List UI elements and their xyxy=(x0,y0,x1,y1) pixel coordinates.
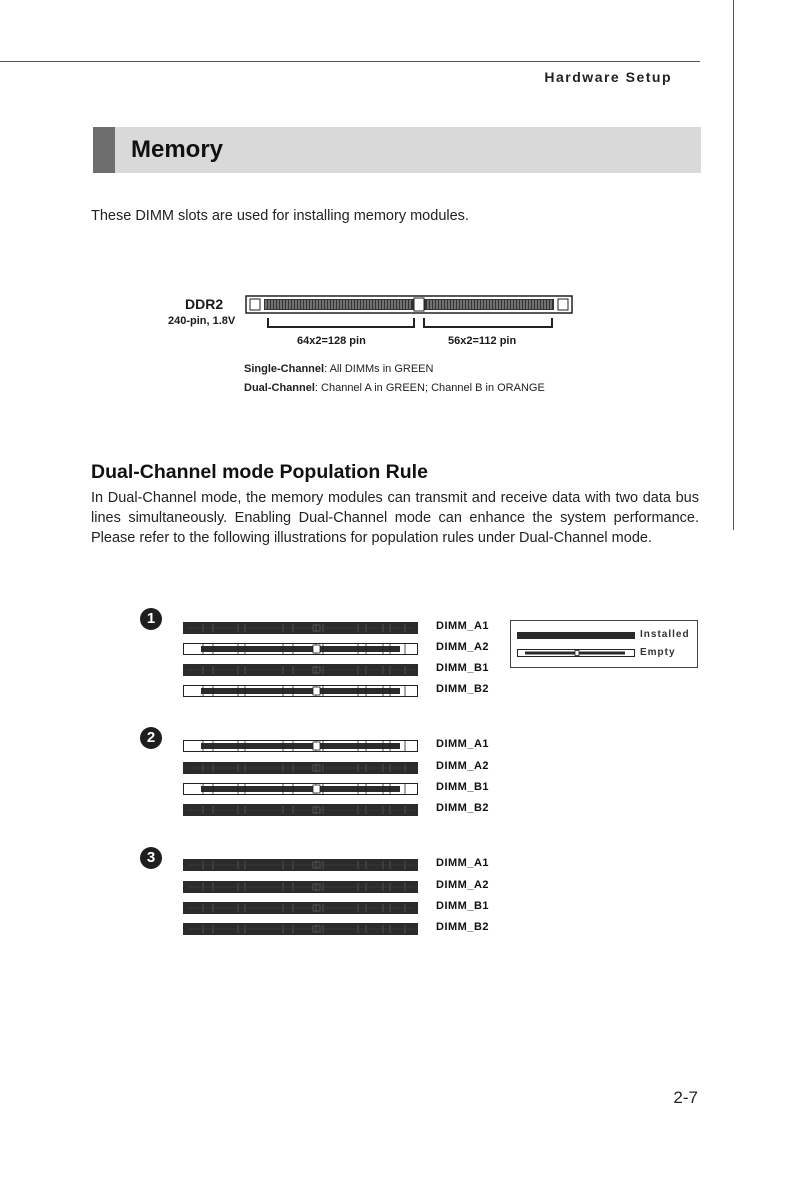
legend-empty-label: Empty xyxy=(640,647,676,658)
config-1-label-a1: DIMM_A1 xyxy=(436,620,490,632)
config-2-label-a2: DIMM_A2 xyxy=(436,760,490,772)
page-number: 2-7 xyxy=(673,1088,698,1107)
ddr2-label: DDR2 xyxy=(185,296,224,312)
config-3-label-b1: DIMM_B1 xyxy=(436,900,490,912)
config-3-number: 3 xyxy=(140,847,162,869)
dual-channel-desc: : Channel A in GREEN; Channel B in ORANGE xyxy=(314,382,545,394)
intro-text: These DIMM slots are used for installing memory modules. xyxy=(91,208,469,224)
legend-installed-label: Installed xyxy=(640,629,690,640)
config-2-label-b1: DIMM_B1 xyxy=(436,781,490,793)
config-3-slot-b2 xyxy=(183,923,418,935)
dual-channel-term: Dual-Channel xyxy=(244,382,315,394)
population-rule-heading: Dual-Channel mode Population Rule xyxy=(91,461,428,483)
config-1-label-a2: DIMM_A2 xyxy=(436,641,490,653)
config-3-slot-a2 xyxy=(183,881,418,893)
section-title-bar xyxy=(93,127,701,173)
config-1-label-b1: DIMM_B1 xyxy=(436,662,490,674)
config-1-slot-b2 xyxy=(183,685,418,697)
config-2-slot-a1 xyxy=(183,740,418,752)
section-title: Memory xyxy=(131,136,224,163)
config-2-label-a1: DIMM_A1 xyxy=(436,738,490,750)
single-channel-desc: : All DIMMs in GREEN xyxy=(324,363,434,375)
config-1-slot-a1 xyxy=(183,622,418,634)
config-3-label-b2: DIMM_B2 xyxy=(436,921,490,933)
config-1-slot-a2 xyxy=(183,643,418,655)
single-channel-term: Single-Channel xyxy=(244,363,325,375)
config-3-label-a1: DIMM_A1 xyxy=(436,857,490,869)
config-2-slot-a2 xyxy=(183,762,418,774)
config-3-label-a2: DIMM_A2 xyxy=(436,879,490,891)
population-rule-paragraph: In Dual-Channel mode, the memory modules can transmit and receive data with two data bus lines simultaneously. Enabling Dual-Channel mode can enhance the system performance. Please refer to the following illustrations for population rules under Dual-Channel mode. xyxy=(91,490,699,546)
ddr2-spec: 240-pin, 1.8V xyxy=(168,315,236,327)
right-pin-count: 56x2=112 pin xyxy=(448,335,517,347)
running-head: Hardware Setup xyxy=(544,69,672,85)
dual-channel-note xyxy=(244,382,545,394)
config-2-number: 2 xyxy=(140,727,162,749)
legend-box xyxy=(510,620,698,668)
config-2-slot-b2 xyxy=(183,804,418,816)
margin-rule xyxy=(733,0,734,530)
ddr2-slot-diagram xyxy=(244,294,576,334)
config-1-label-b2: DIMM_B2 xyxy=(436,683,490,695)
config-3-slot-a1 xyxy=(183,859,418,871)
config-2-label-b2: DIMM_B2 xyxy=(436,802,490,814)
config-3-slot-b1 xyxy=(183,902,418,914)
left-pin-count: 64x2=128 pin xyxy=(297,335,366,347)
legend-empty-swatch xyxy=(517,649,635,657)
title-bar-tab xyxy=(93,127,115,173)
header-rule xyxy=(0,61,700,62)
config-1-slot-b1 xyxy=(183,664,418,676)
config-2-slot-b1 xyxy=(183,783,418,795)
legend-installed-swatch xyxy=(517,632,635,639)
config-1-number: 1 xyxy=(140,608,162,630)
single-channel-note xyxy=(244,363,433,375)
